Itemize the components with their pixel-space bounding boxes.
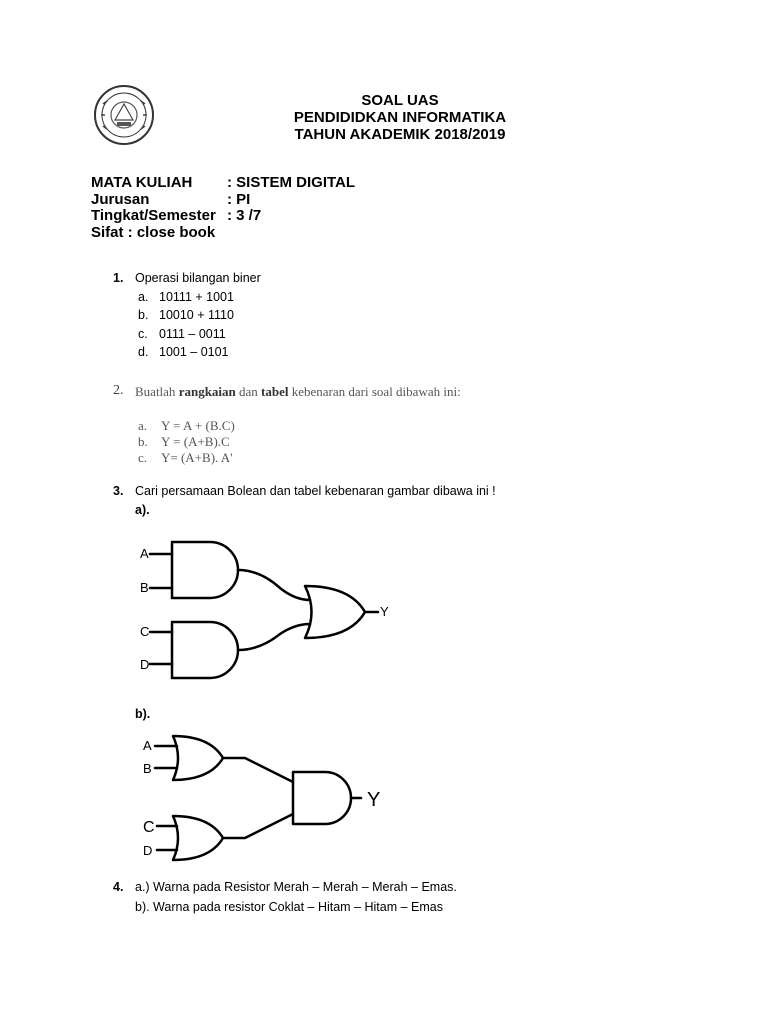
q1-item-c-letter: c. (138, 327, 148, 341)
meta-label-course: MATA KULIAH (91, 174, 193, 191)
q1-item-a: 10111 + 1001 (159, 290, 234, 304)
q2-bold-tabel: tabel (261, 384, 289, 399)
q2-item-c-letter: c. (138, 450, 148, 465)
q2-number: 2. (113, 383, 124, 398)
q1-item-c: 0111 – 0011 (159, 327, 226, 341)
q2-item-a: Y = A + (B.C) (161, 418, 235, 433)
q2-item-c: Y= (A+B). A' (161, 450, 233, 465)
circuit-a-and-gate-1 (172, 542, 238, 598)
university-logo (93, 84, 155, 146)
q4-line-1: a.) Warna pada Resistor Merah – Merah – Merah – Emas. (135, 880, 457, 894)
q2-text-post: kebenaran dari soal dibawah ini: (288, 384, 461, 399)
q3-part-b-label: b). (135, 707, 151, 721)
title-line-3: TAHUN AKADEMIK 2018/2019 (294, 126, 506, 143)
q2-item-b-letter: b. (138, 434, 148, 449)
q2-bold-rangkaian: rangkaian (178, 384, 236, 399)
meta-value-semester: : 3 /7 (227, 207, 262, 224)
meta-label-semester: Tingkat/Semester (91, 207, 216, 224)
q2-text-mid: dan (235, 384, 262, 399)
q1-item-b: 10010 + 1110 (159, 308, 234, 322)
q4-number: 4. (113, 880, 124, 894)
meta-value-course: : SISTEM DIGITAL (227, 174, 356, 191)
meta-value-department: : PI (227, 191, 251, 208)
q3-text: Cari persamaan Bolean dan tabel kebenaran gambar dibawa ini ! (135, 484, 496, 498)
q1-item-b-letter: b. (138, 308, 149, 322)
q1-item-a-letter: a. (138, 290, 149, 304)
meta-label-department: Jurusan (91, 191, 150, 208)
circuit-b-label-y: Y (367, 789, 381, 811)
circuit-b-label-c: C (143, 819, 155, 836)
circuit-b-diagram (135, 728, 395, 868)
circuit-b-or-gate-1 (173, 736, 223, 780)
q2-item-b: Y = (A+B).C (161, 434, 230, 449)
q3-part-a-label: a). (135, 503, 150, 517)
circuit-a-label-c: C (140, 624, 150, 639)
q1-number: 1. (113, 271, 124, 285)
circuit-a-and-gate-2 (172, 622, 238, 678)
q1-item-d: 1001 – 0101 (159, 345, 229, 359)
meta-label-nature: Sifat : close book (91, 224, 216, 241)
q1-text: Operasi bilangan biner (135, 271, 261, 285)
q2-item-a-letter: a. (138, 418, 148, 433)
q2-text (135, 384, 461, 400)
q1-item-d-letter: d. (138, 345, 149, 359)
circuit-b-label-a: A (143, 738, 152, 753)
q4-line-2: b). Warna pada resistor Coklat – Hitam – Hitam – Emas (135, 900, 443, 914)
circuit-a-label-y: Y (380, 604, 389, 619)
title-line-2: PENDIDIDKAN INFORMATIKA (293, 109, 507, 126)
circuit-a-label-b: B (140, 580, 149, 595)
title-line-1: SOAL UAS (361, 92, 439, 109)
q2-text-pre: Buatlah (135, 384, 179, 399)
q3-number: 3. (113, 484, 124, 498)
circuit-b-label-d: D (143, 843, 153, 858)
circuit-b-and-gate (293, 772, 351, 824)
circuit-a-diagram (130, 530, 400, 690)
circuit-a-label-a: A (140, 546, 149, 561)
circuit-b-label-b: B (143, 761, 152, 776)
circuit-a-or-gate (305, 586, 365, 638)
circuit-a-label-d: D (140, 657, 150, 672)
circuit-b-or-gate-2 (173, 816, 223, 860)
